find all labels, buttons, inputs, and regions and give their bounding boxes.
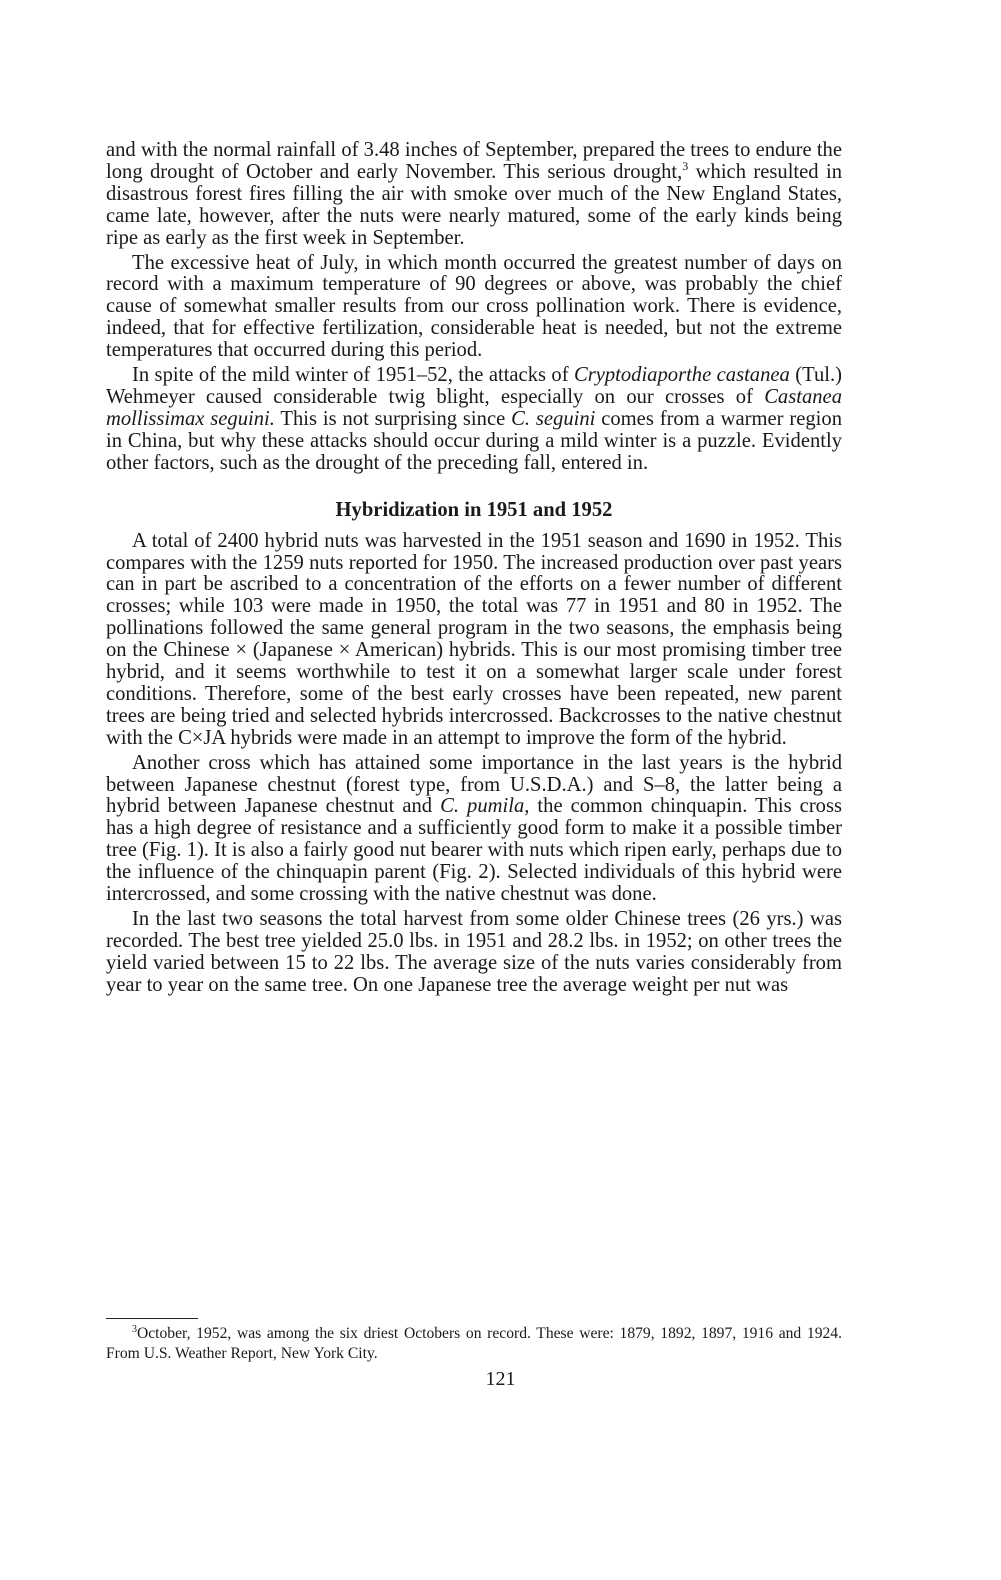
species-name: Castanea mollissimax seguini. (106, 385, 842, 430)
text-run: the common chinquapin. This cross has a high degree of resistance and a sufficiently good form to make it a possible timber tree (Fig. 1). It is also a fairly good nut bearer with nuts which ripen early, perhaps due to the influence of the chinquapin parent (Fig. 2). Selected individuals of this hybrid were intercrossed, and some crossing with the native chestnut was done. (106, 795, 843, 906)
footnote-divider (106, 1318, 198, 1319)
page-number: 121 (485, 1368, 516, 1390)
page-body (106, 140, 842, 997)
paragraph-heat: The excessive heat of July, in which month occurred the greatest number of days on record with a maximum temperature of 90 degrees or above, was probably the chief cause of somewhat smaller results from our cross pollination work. There is evidence, indeed, that for effective fertilization, considerable heat is needed, but not the extreme temperatures that occurred during this period. (106, 251, 842, 362)
species-name: C. pumila, (440, 795, 530, 818)
section-heading: Hybridization in 1951 and 1952 (335, 498, 613, 521)
footnote-text: October, 1952, was among the six driest Octobers on record. These were: 1879, 1892, 1897, 1916 and 1924. From U.S. Weather Report, New York City. (106, 1325, 842, 1362)
paragraph-blight (106, 365, 842, 475)
species-name: C. seguini (511, 407, 596, 430)
species-name: Cryptodiaporthe castanea (573, 364, 790, 387)
text-run: which resulted in disastrous forest fires filling the air with smoke over much of the New England States, came late, however, after the nuts were nearly matured, some of the early kinds being ripe as early as the first week in September. (106, 160, 842, 249)
text-run: (Tul.) Wehmeyer caused considerable twig blight, especially on our crosses of (106, 364, 842, 408)
text-run: In spite of the mild winter of 1951–52, the attacks of (132, 364, 574, 387)
paragraph-drought (106, 140, 842, 250)
footnote-reference: 3 (682, 159, 689, 174)
text-run: and with the normal rainfall of 3.48 inches of September, prepared the trees to endure the long drought of October and early November. This serious drought, (106, 139, 842, 183)
paragraph-cross (106, 753, 842, 906)
footnote (106, 1324, 842, 1364)
text-run: This is not surprising since (274, 407, 512, 430)
text-run: comes from a warmer region in China, but why these attacks should occur during a mild winter is a puzzle. Evidently other factors, such as the drought of the preceding fall, entered in. (106, 407, 842, 474)
text-run: Another cross which has attained some importance in the last years is the hybrid between Japanese chestnut (forest type, from U.S.D.A.) and S–8, the latter being a hybrid between Japanese chestnut and (106, 751, 842, 818)
paragraph-harvest: A total of 2400 hybrid nuts was harvested in the 1951 season and 1690 in 1952. This compares with the 1259 nuts reported for 1950. The increased production over past years can in part be ascribed to a concentration of the efforts on a fewer number of different crosses; while 103 were made in 1950, the total was 77 in 1951 and 80 in 1952. The pollinations followed the same general program in the two seasons, the emphasis being on the Chinese × (Japanese × American) hybrids. This is our most promising timber tree hybrid, and it seems worthwhile to test it on a somewhat larger scale under forest conditions. Therefore, some of the best early crosses have been repeated, new parent trees are being tried and selected hybrids intercrossed. Backcrosses to the native chestnut with the C×JA hybrids were made in an attempt to improve the form of the hybrid. (106, 529, 842, 749)
footnote-mark: 3 (132, 1323, 137, 1335)
paragraph-yield: In the last two seasons the total harvest from some older Chinese trees (26 yrs.) was recorded. The best tree yielded 25.0 lbs. in 1951 and 28.2 lbs. in 1952; on other trees the yield varied between 15 to 22 lbs. The average size of the nuts varies considerably from year to year on the same tree. On one Japanese tree the average weight per nut was (106, 908, 842, 996)
